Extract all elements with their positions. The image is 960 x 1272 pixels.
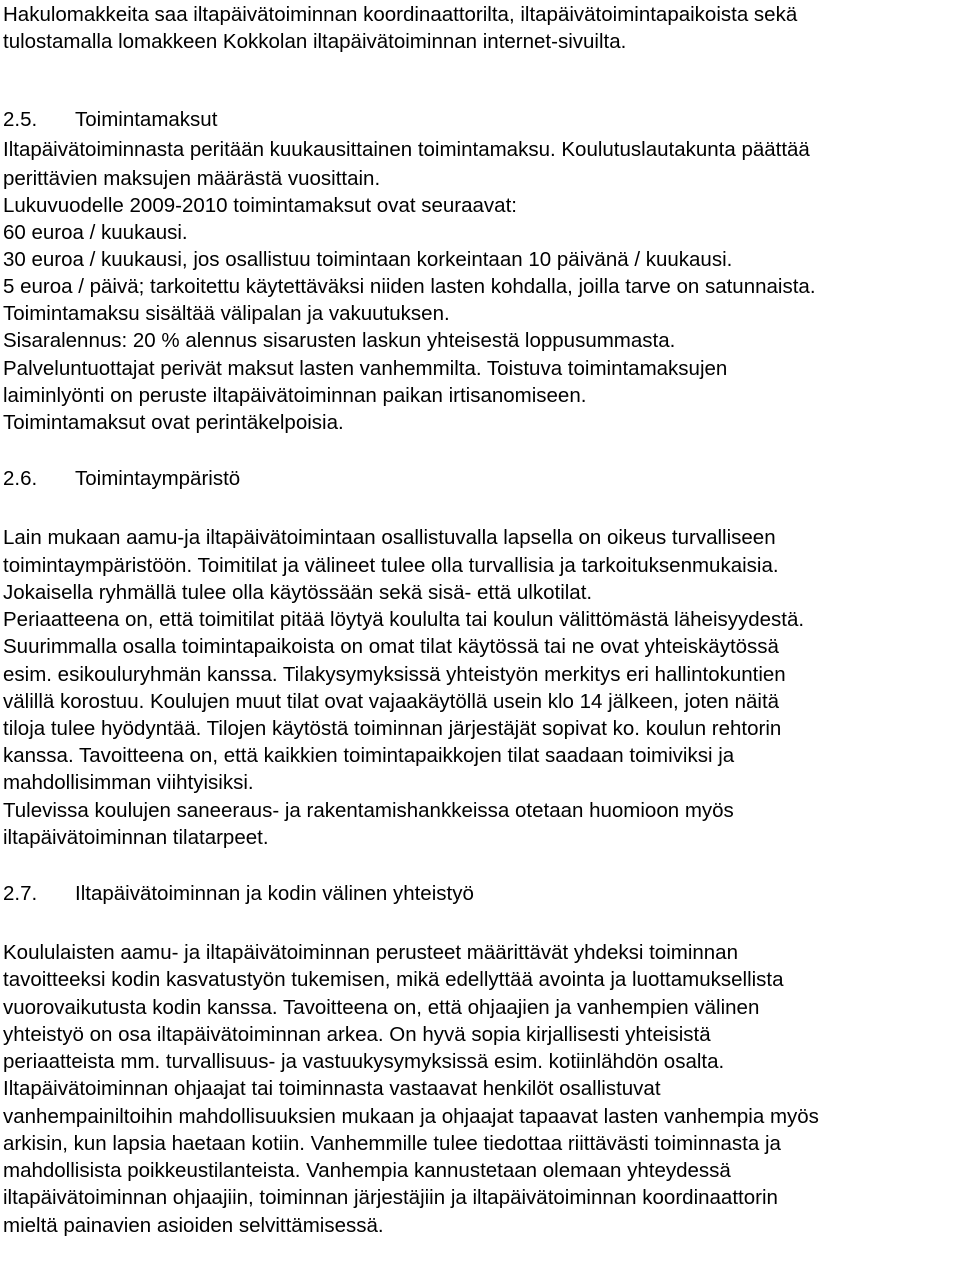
body-line: Iltapäivätoiminnan ohjaajat tai toiminnasta vastaavat henkilöt osallistuvat — [3, 1077, 661, 1100]
body-line: iltapäivätoiminnan ohjaajiin, toiminnan järjestäjiin ja iltapäivätoiminnan koordinaattorin — [3, 1186, 778, 1209]
body-line: Suurimmalla osalla toimintapaikoista on omat tilat käytössä tai ne ovat yhteiskäytössä — [3, 635, 779, 658]
body-line: perittävien maksujen määrästä vuosittain. — [3, 167, 381, 190]
body-line: Palveluntuottajat perivät maksut lasten vanhemmilta. Toistuva toimintamaksujen — [3, 357, 728, 380]
section-title: Toimintamaksut — [75, 108, 218, 131]
body-line: yhteistyö on osa iltapäivätoiminnan arkea. On hyvä sopia kirjallisesti yhteisistä — [3, 1023, 711, 1046]
intro-line: Hakulomakkeita saa iltapäivätoiminnan koordinaattorilta, iltapäivätoimintapaikoista sekä — [3, 3, 798, 26]
section-number: 2.5. — [3, 108, 38, 131]
body-line: Toimintamaksu sisältää välipalan ja vakuutuksen. — [3, 302, 450, 325]
section-heading — [3, 466, 240, 492]
intro-line: tulostamalla lomakkeen Kokkolan iltapäivätoiminnan internet-sivuilta. — [3, 30, 627, 53]
body-line: kanssa. Tavoitteena on, että kaikkien toimintapaikkojen tilat saadaan toimiviksi ja — [3, 744, 735, 767]
body-line: tavoitteeksi kodin kasvatustyön tukemisen, mikä edellyttää avointa ja luottamuksellista — [3, 968, 784, 991]
body-line: mahdollisista poikkeustilanteista. Vanhempia kannustetaan olemaan yhteydessä — [3, 1159, 731, 1182]
body-line: mieltä painavien asioiden selvittämisessä. — [3, 1214, 384, 1237]
body-line: vuorovaikutusta kodin kanssa. Tavoitteena on, että ohjaajien ja vanhempien välinen — [3, 996, 760, 1019]
body-line: tiloja tulee hyödyntää. Tilojen käytöstä toiminnan järjestäjät sopivat ko. koulun rehtorin — [3, 717, 782, 740]
body-line: Lukuvuodelle 2009-2010 toimintamaksut ovat seuraavat: — [3, 194, 517, 217]
body-line: Sisaralennus: 20 % alennus sisarusten laskun yhteisestä loppusummasta. — [3, 329, 676, 352]
section-heading — [3, 881, 474, 907]
body-line: Periaatteena on, että toimitilat pitää löytyä koululta tai koulun välittömästä läheisyydestä. — [3, 608, 805, 631]
body-line: 5 euroa / päivä; tarkoitettu käytettäväksi niiden lasten kohdalla, joilla tarve on satunnaista. — [3, 275, 816, 298]
section-heading — [3, 107, 217, 133]
section-number: 2.6. — [3, 467, 38, 490]
body-line: laiminlyönti on peruste iltapäivätoiminnan paikan irtisanomiseen. — [3, 384, 587, 407]
body-line: Toimintamaksut ovat perintäkelpoisia. — [3, 411, 344, 434]
section-title: Iltapäivätoiminnan ja kodin välinen yhteistyö — [75, 882, 474, 905]
body-line: toimintaympäristöön. Toimitilat ja välineet tulee olla turvallisia ja tarkoituksenmukaisia. — [3, 554, 779, 577]
section-number: 2.7. — [3, 882, 38, 905]
body-line: periaatteista mm. turvallisuus- ja vastuukysymyksissä esim. kotiinlähdön osalta. — [3, 1050, 725, 1073]
body-line: vanhempainiltoihin mahdollisuuksien mukaan ja ohjaajat tapaavat lasten vanhempia myös — [3, 1105, 819, 1128]
body-line: iltapäivätoiminnan tilatarpeet. — [3, 826, 269, 849]
body-line: Lain mukaan aamu-ja iltapäivätoimintaan osallistuvalla lapsella on oikeus turvalliseen — [3, 526, 776, 549]
body-line: välillä korostuu. Koulujen muut tilat ovat vajaakäytöllä usein klo 14 jälkeen, joten näitä — [3, 690, 780, 713]
body-line: arkisin, kun lapsia haetaan kotiin. Vanhemmille tulee tiedottaa riittävästi toiminnasta ja — [3, 1132, 781, 1155]
body-line: Tulevissa koulujen saneeraus- ja rakentamishankkeissa otetaan huomioon myös — [3, 799, 734, 822]
body-line: mahdollisimman viihtyisiksi. — [3, 771, 254, 794]
body-line: Iltapäivätoiminnasta peritään kuukausittainen toimintamaksu. Koulutuslautakunta päättää — [3, 138, 810, 161]
body-line: esim. esikouluryhmän kanssa. Tilakysymyksissä yhteistyön merkitys eri hallintokuntien — [3, 663, 786, 686]
body-line: Koululaisten aamu- ja iltapäivätoiminnan perusteet määrittävät yhdeksi toiminnan — [3, 941, 738, 964]
section-title: Toimintaympäristö — [75, 467, 241, 490]
body-line: Jokaisella ryhmällä tulee olla käytössään sekä sisä- että ulkotilat. — [3, 581, 593, 604]
body-line: 30 euroa / kuukausi, jos osallistuu toimintaan korkeintaan 10 päivänä / kuukausi. — [3, 248, 733, 271]
body-line: 60 euroa / kuukausi. — [3, 221, 188, 244]
